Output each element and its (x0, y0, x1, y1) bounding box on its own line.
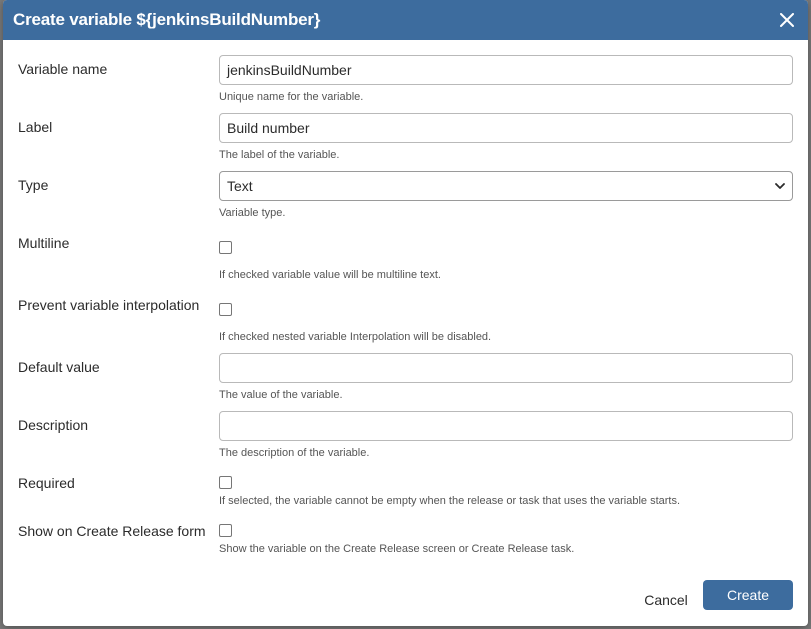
show-on-create-release-checkbox[interactable] (219, 524, 232, 537)
prevent-interpolation-help: If checked nested variable Interpolation will be disabled. (219, 331, 492, 343)
default-value-help: The value of the variable. (219, 389, 343, 401)
default-value-label: Default value (18, 359, 100, 375)
multiline-label: Multiline (18, 235, 70, 251)
close-icon (780, 13, 794, 27)
default-value-input[interactable] (219, 353, 793, 383)
required-checkbox[interactable] (219, 476, 232, 489)
create-button[interactable]: Create (703, 580, 793, 610)
variable-name-label: Variable name (18, 61, 108, 77)
label-label: Label (18, 119, 53, 135)
prevent-interpolation-checkbox[interactable] (219, 303, 232, 316)
show-on-create-release-help: Show the variable on the Create Release screen or Create Release task. (219, 543, 575, 555)
chevron-down-icon (775, 183, 785, 190)
label-value: Build number (227, 120, 310, 136)
show-on-create-release-label: Show on Create Release form (18, 523, 206, 539)
type-select[interactable] (219, 171, 793, 201)
type-label: Type (18, 177, 49, 193)
multiline-help: If checked variable value will be multiline text. (219, 269, 441, 281)
multiline-checkbox[interactable] (219, 241, 232, 254)
description-label: Description (18, 417, 89, 433)
description-input[interactable] (219, 411, 793, 441)
dialog-header (3, 0, 808, 40)
required-help: If selected, the variable cannot be empty when the release or task that uses the variable starts. (219, 495, 681, 507)
label-input[interactable] (219, 113, 793, 143)
required-label: Required (18, 475, 75, 491)
variable-name-input[interactable] (219, 55, 793, 85)
create-variable-dialog (3, 0, 808, 626)
dialog-title: Create variable ${jenkinsBuildNumber} (13, 10, 321, 29)
label-help: The label of the variable. (219, 149, 340, 161)
variable-name-value: jenkinsBuildNumber (227, 62, 352, 78)
type-help: Variable type. (219, 207, 286, 219)
dialog-body (3, 40, 808, 626)
description-help: The description of the variable. (219, 447, 370, 459)
type-selected-value: Text (227, 178, 253, 194)
close-button[interactable] (776, 9, 798, 31)
variable-name-help: Unique name for the variable. (219, 91, 364, 103)
cancel-button[interactable]: Cancel (644, 592, 688, 608)
prevent-interpolation-label: Prevent variable interpolation (18, 297, 200, 313)
